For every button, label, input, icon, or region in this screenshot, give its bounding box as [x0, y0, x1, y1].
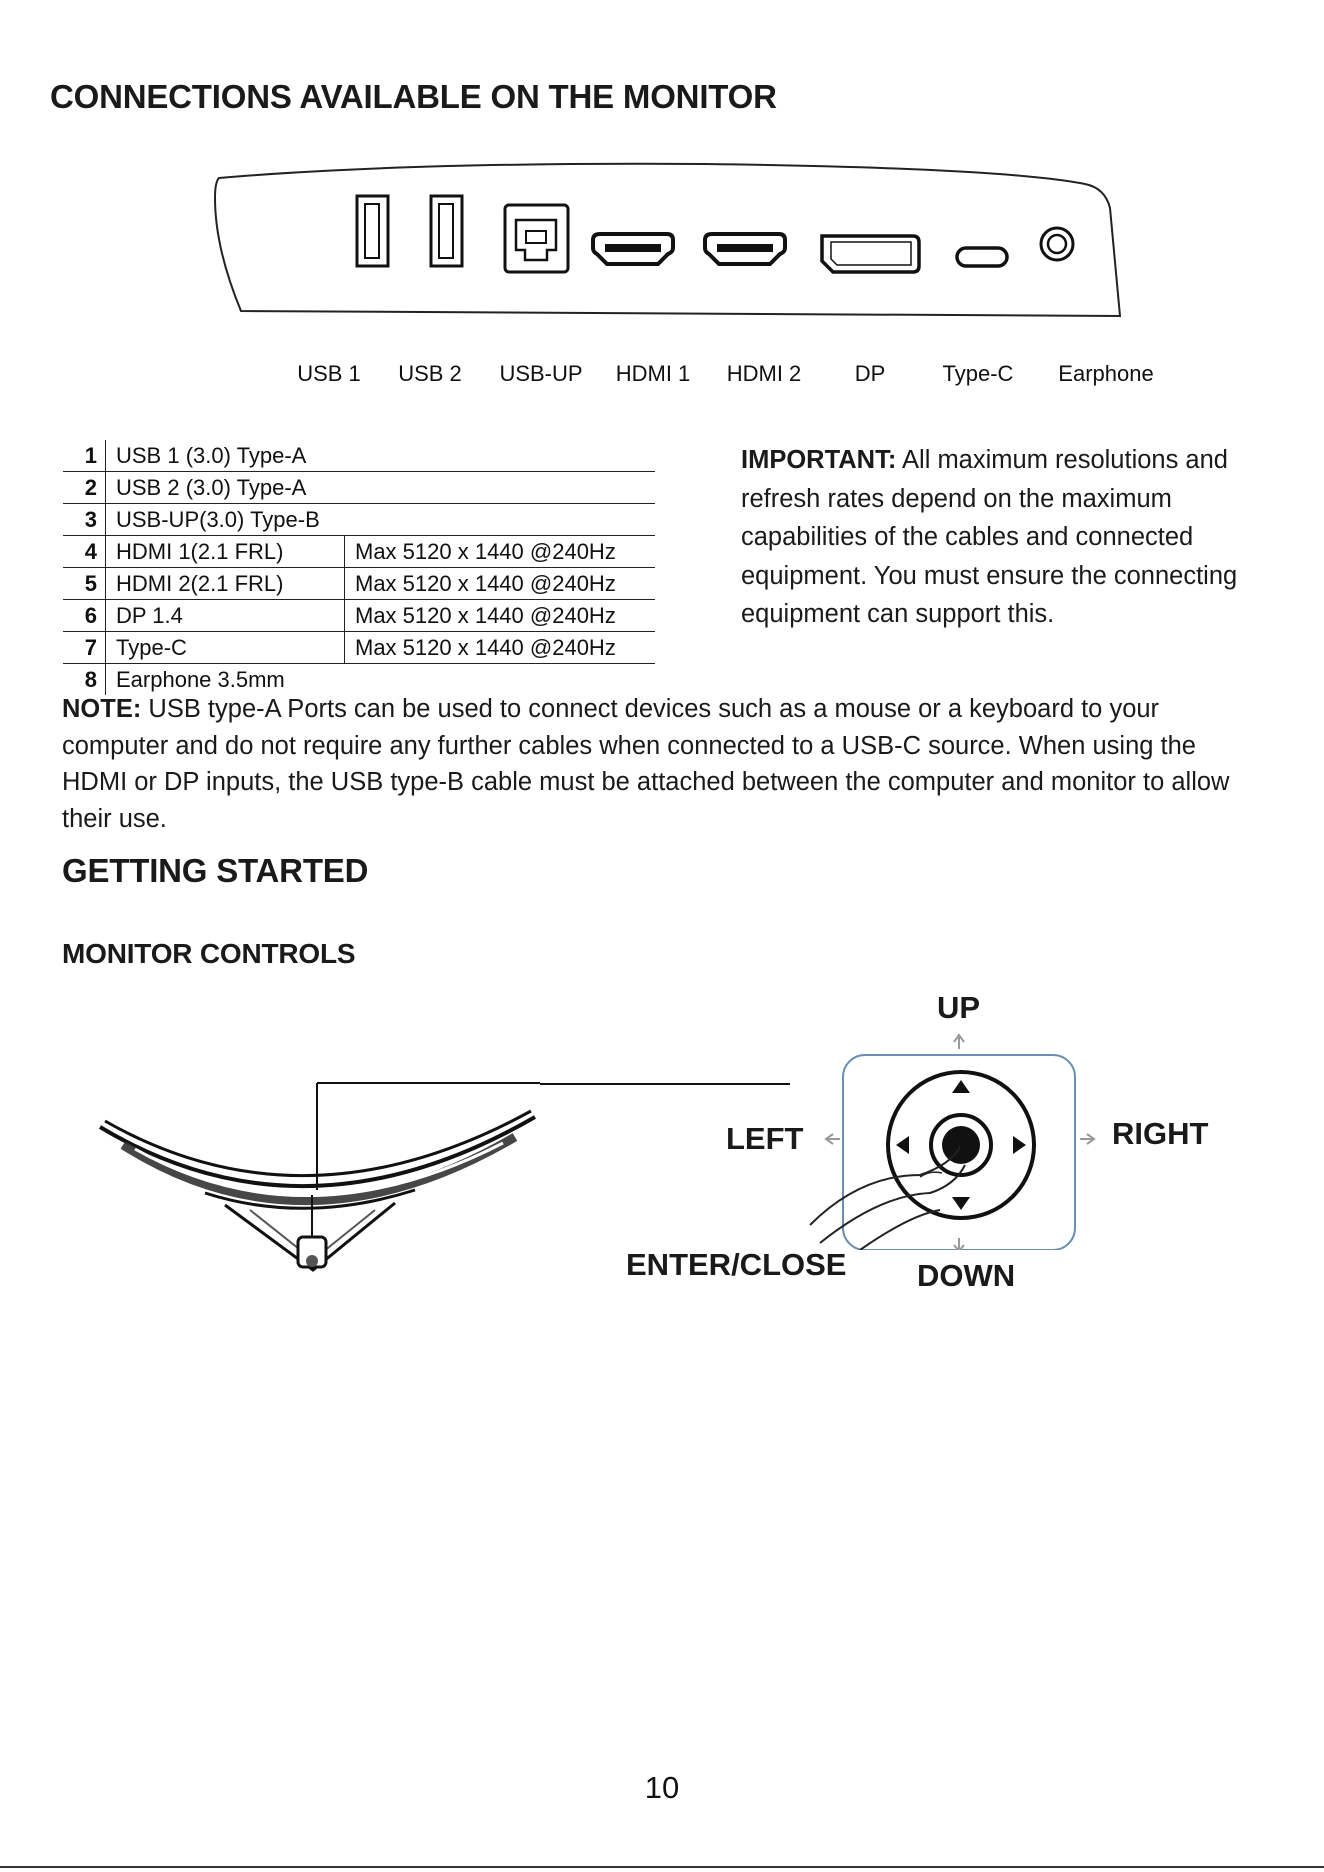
- important-notice: [741, 441, 1261, 634]
- control-pad-illustration: [800, 1025, 1100, 1250]
- bottom-divider: [0, 1866, 1324, 1868]
- port-number: 2: [63, 472, 106, 504]
- port-label-usb1: USB 1: [297, 361, 361, 386]
- port-name: USB 1 (3.0) Type-A: [106, 440, 345, 472]
- usb2-port-icon: [431, 196, 462, 266]
- port-max-resolution: Max 5120 x 1440 @240Hz: [345, 632, 656, 664]
- port-number: 8: [63, 664, 106, 696]
- usb-note: [62, 691, 1262, 837]
- table-row: [63, 536, 655, 568]
- curved-monitor-illustration: [95, 1065, 545, 1280]
- hdmi2-port-icon: [705, 234, 785, 264]
- note-text: USB type-A Ports can be used to connect devices such as a mouse or a keyboard to your computer and do not require any further cables when connected to a USB-C source. When using the HDMI or DP inputs, the USB type-B cable must be attached between the computer and monitor to allow their use.: [62, 695, 1230, 833]
- port-max-resolution: [345, 440, 656, 472]
- control-label-down: DOWN: [917, 1258, 1016, 1293]
- table-row: [63, 632, 655, 664]
- port-label-earphone: Earphone: [1058, 361, 1154, 386]
- usb1-port-icon: [357, 196, 388, 266]
- table-row: [63, 440, 655, 472]
- port-number: 4: [63, 536, 106, 568]
- usb-c-port-icon: [957, 248, 1007, 266]
- port-label-type-c: Type-C: [942, 361, 1014, 386]
- port-number: 1: [63, 440, 106, 472]
- port-label-hdmi2: HDMI 2: [726, 361, 802, 386]
- displayport-port-icon: [822, 236, 919, 272]
- usb-b-port-icon: [505, 205, 568, 272]
- port-max-resolution: Max 5120 x 1440 @240Hz: [345, 536, 656, 568]
- important-label: IMPORTANT:: [741, 446, 897, 474]
- port-max-resolution: Max 5120 x 1440 @240Hz: [345, 568, 656, 600]
- important-text: All maximum resolutions and refresh rates depend on the maximum capabilities of the cables and connected equipment. You must ensure the connecting equipment can support this.: [741, 446, 1238, 628]
- port-name: USB 2 (3.0) Type-A: [106, 472, 345, 504]
- section-title-getting-started: GETTING STARTED: [62, 852, 369, 889]
- port-name: USB-UP(3.0) Type-B: [106, 504, 345, 536]
- earphone-jack-icon: [1041, 228, 1073, 260]
- page-number: 10: [644, 1770, 680, 1805]
- control-label-right: RIGHT: [1112, 1116, 1209, 1151]
- port-number: 6: [63, 600, 106, 632]
- port-max-resolution: [345, 472, 656, 504]
- port-number: 3: [63, 504, 106, 536]
- port-label-dp: DP: [854, 361, 886, 386]
- port-name: Earphone 3.5mm: [116, 667, 285, 692]
- control-label-left: LEFT: [726, 1121, 804, 1156]
- port-name: HDMI 1(2.1 FRL): [106, 536, 345, 568]
- table-row: [63, 504, 655, 536]
- control-label-enter-close: ENTER/CLOSE: [626, 1247, 847, 1282]
- control-label-up: UP: [937, 990, 981, 1025]
- hdmi1-port-icon: [593, 234, 673, 264]
- port-number: 5: [63, 568, 106, 600]
- monitor-ports-illustration: [205, 158, 1135, 323]
- port-name: Type-C: [106, 632, 345, 664]
- section-title-connections: CONNECTIONS AVAILABLE ON THE MONITOR: [50, 78, 777, 115]
- table-row: [63, 568, 655, 600]
- table-row: [63, 472, 655, 504]
- port-number: 7: [63, 632, 106, 664]
- port-label-usb2: USB 2: [398, 361, 462, 386]
- table-row: [63, 600, 655, 632]
- port-label-usb-up: USB-UP: [499, 361, 583, 386]
- port-max-resolution: Max 5120 x 1440 @240Hz: [345, 600, 656, 632]
- note-label: NOTE:: [62, 695, 142, 723]
- port-max-resolution: [345, 504, 656, 536]
- port-label-hdmi1: HDMI 1: [615, 361, 691, 386]
- leader-line: [540, 1082, 790, 1086]
- section-title-monitor-controls: MONITOR CONTROLS: [62, 938, 356, 969]
- ports-table: [63, 440, 655, 695]
- port-name: HDMI 2(2.1 FRL): [106, 568, 345, 600]
- port-name: DP 1.4: [106, 600, 345, 632]
